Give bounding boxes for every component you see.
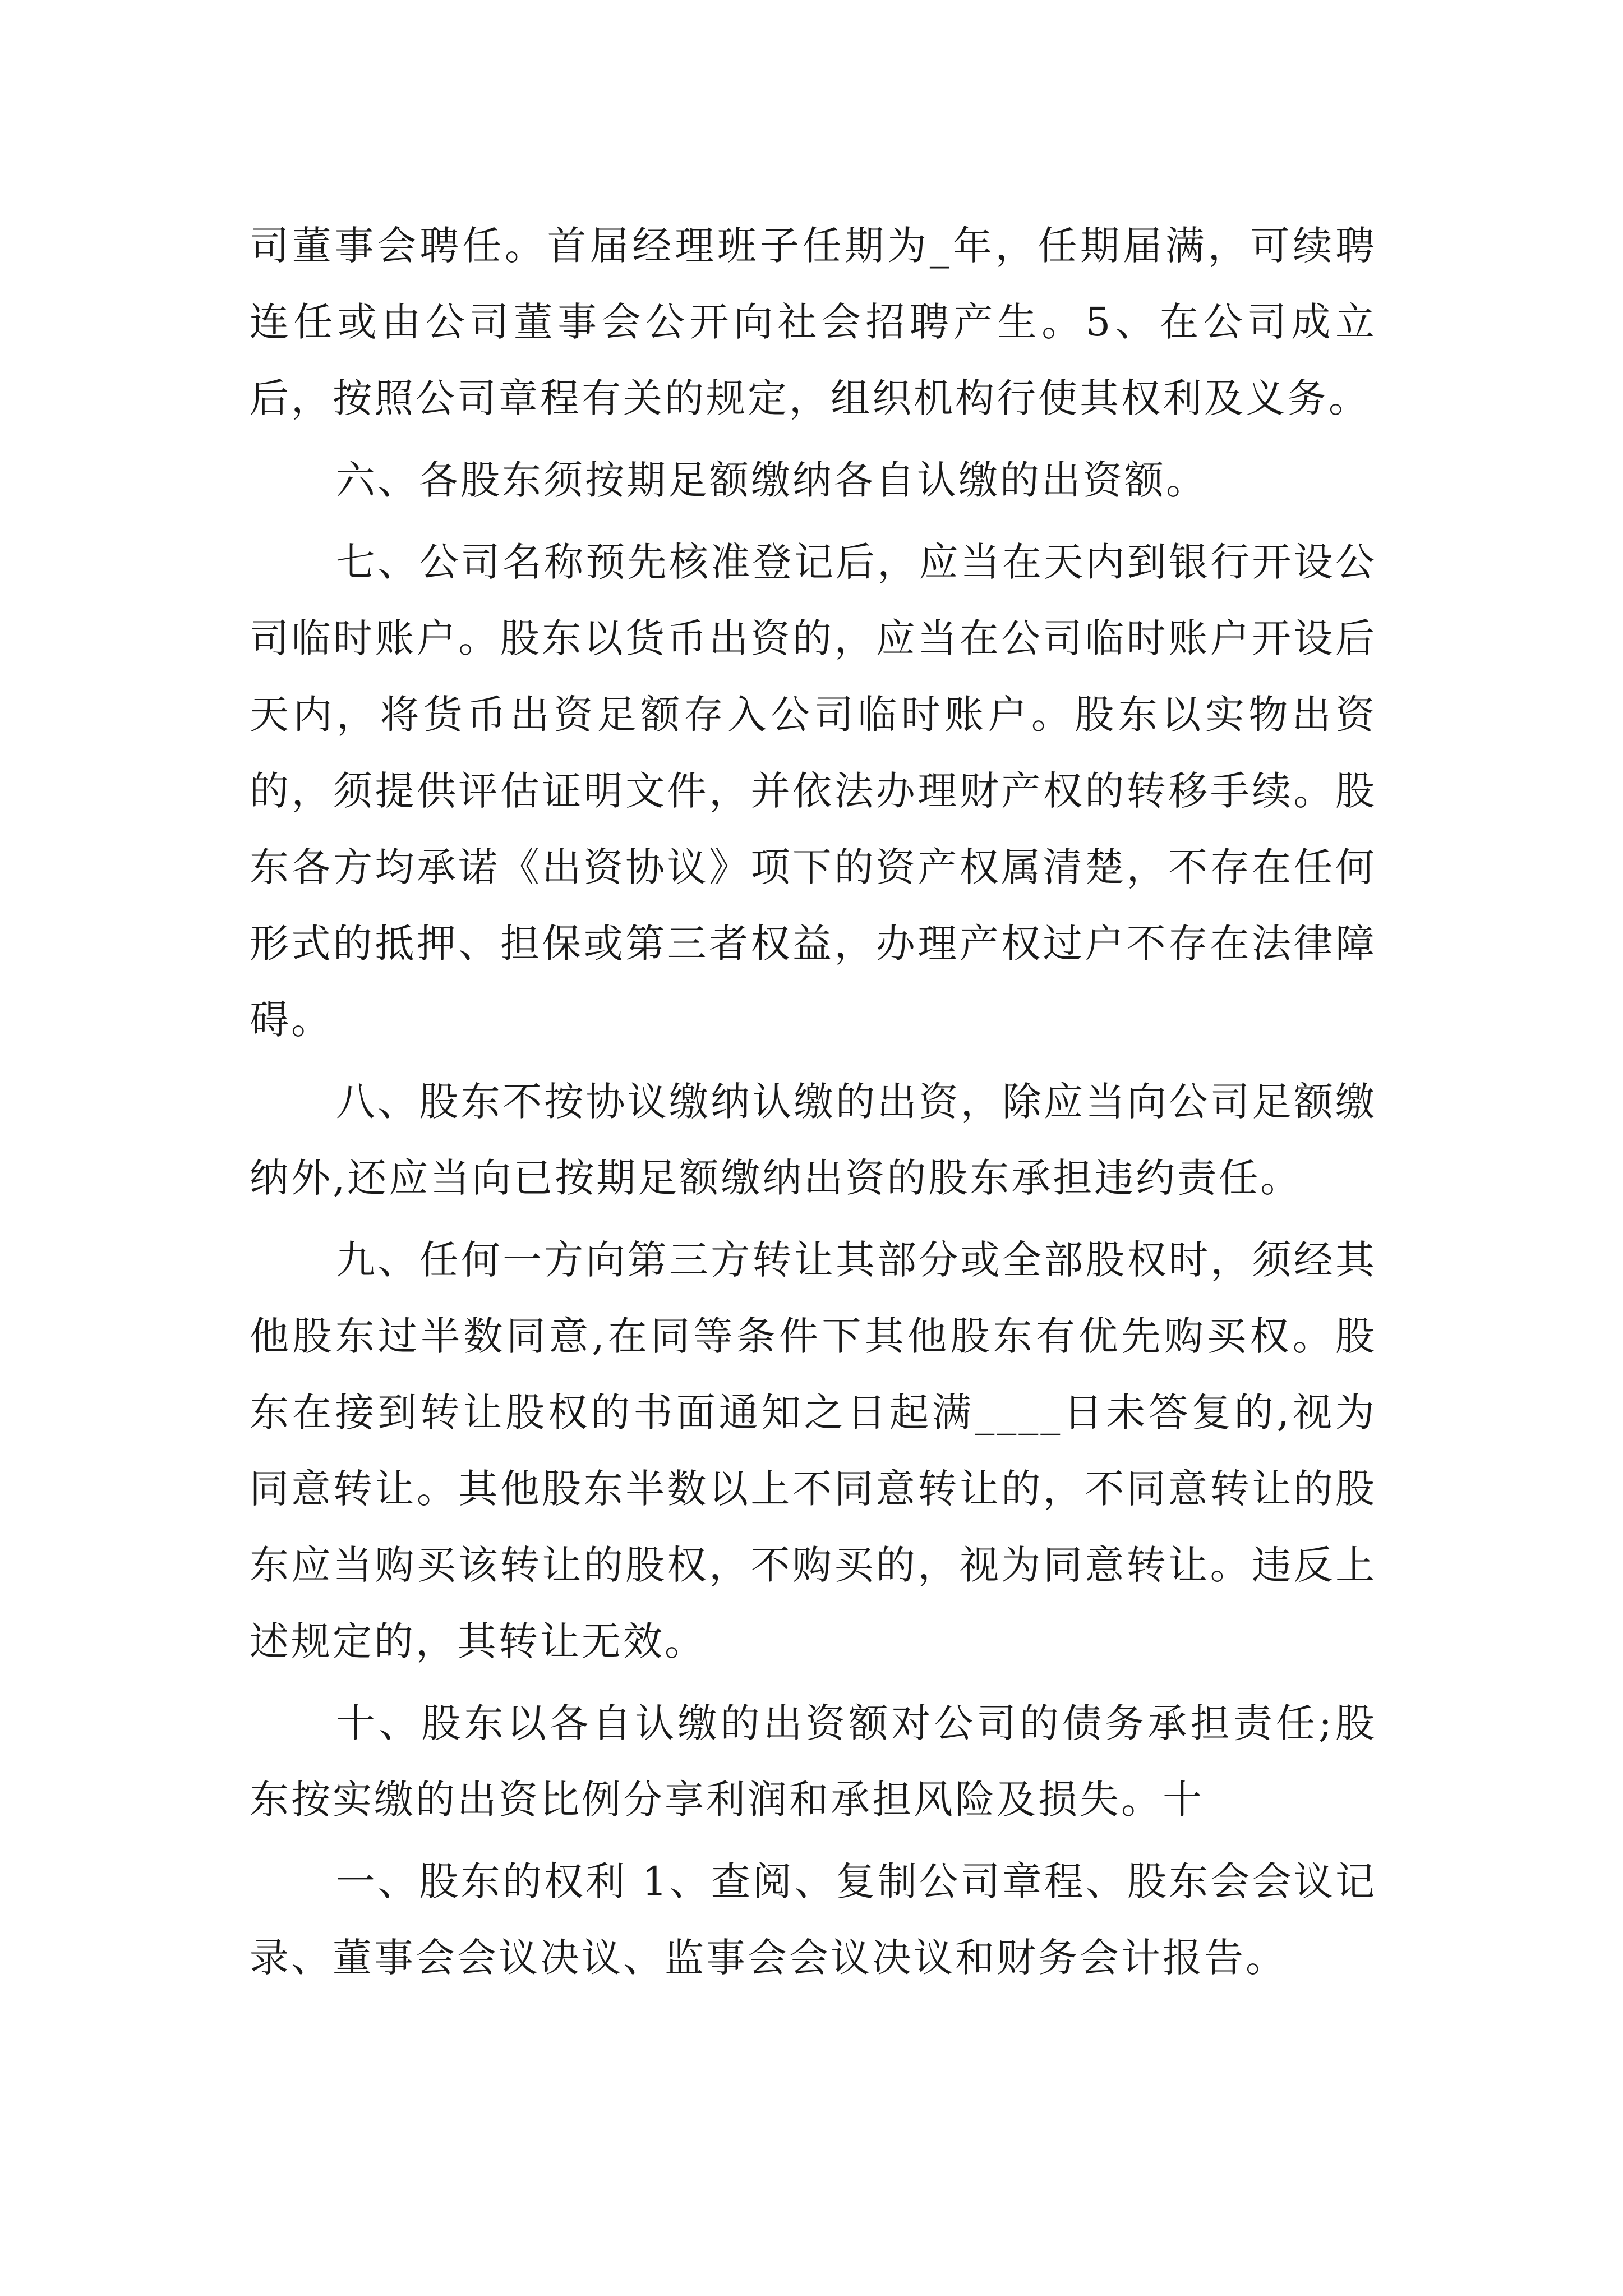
paragraph-article-9: 九、任何一方向第三方转让其部分或全部股权时，须经其他股东过半数同意,在同等条件下其他股东有优先购买权。股东在接到转让股权的书面通知之日起满____日未答复的,视为同意转让。其他股东半数以上不同意转让的，不同意转让的股东应当购买该转让的股权，不购买的，视为同意转让。违反上述规定的，其转让无效。 <box>250 1237 1377 1664</box>
document-body <box>250 208 1377 2001</box>
paragraph-continuation: 司董事会聘任。首届经理班子任期为_年，任期届满，可续聘连任或由公司董事会公开向社会招聘产生。5、在公司成立后，按照公司章程有关的规定，组织机构行使其权利及义务。 <box>250 223 1377 421</box>
paragraph-article-10: 十、股东以各自认缴的出资额对公司的债务承担责任;股东按实缴的出资比例分享利润和承担风险及损失。十 <box>250 1700 1377 1823</box>
paragraph-article-11: 一、股东的权利 1、查阅、复制公司章程、股东会会议记录、董事会会议决议、监事会会议决议和财务会计报告。 <box>250 1858 1377 1981</box>
paragraph-article-8: 八、股东不按协议缴纳认缴的出资，除应当向公司足额缴纳外,还应当向已按期足额缴纳出资的股东承担违约责任。 <box>250 1079 1377 1201</box>
paragraph-article-6: 六、各股东须按期足额缴纳各自认缴的出资额。 <box>336 457 1207 503</box>
paragraph-article-7: 七、公司名称预先核准登记后，应当在天内到银行开设公司临时账户。股东以货币出资的，应当在公司临时账户开设后天内，将货币出资足额存入公司临时账户。股东以实物出资的，须提供评估证明文件，并依法办理财产权的转移手续。股东各方均承诺《出资协议》项下的资产权属清楚，不存在任何形式的抵押、担保或第三者权益，办理产权过户不存在法律障碍。 <box>250 539 1377 1043</box>
